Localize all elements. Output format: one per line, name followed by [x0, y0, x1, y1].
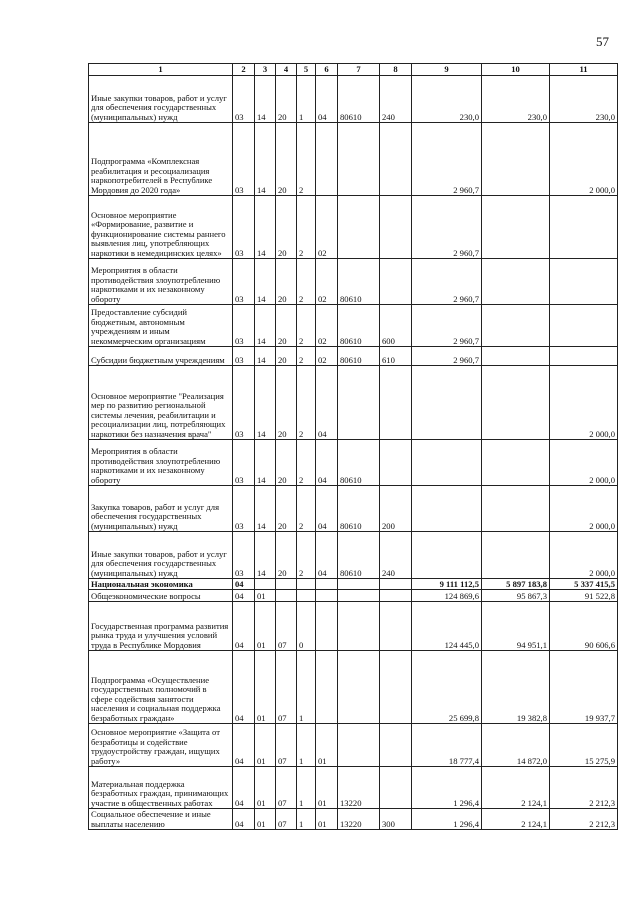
column-header: 9 [412, 64, 482, 76]
row-name: Основное мероприятие «Формирование, развитие и функционирование системы раннего выявления лиц, употребляющих наркотики в немедицинских целях» [89, 196, 233, 259]
subprogram-code: 2 [297, 305, 316, 347]
row-name: Предоставление субсидий бюджетным, автономным учреждениям и иным некоммерческим организациям [89, 305, 233, 347]
amount-year-2 [482, 440, 550, 486]
amount-year-3: 90 606,6 [550, 602, 618, 651]
table-row [89, 366, 618, 440]
subsection-code: 14 [255, 305, 276, 347]
amount-year-3: 2 000,0 [550, 440, 618, 486]
expense-type-code [380, 767, 412, 809]
program-code: 07 [276, 651, 297, 724]
row-name: Мероприятия в области противодействия злоупотреблению наркотиками и их незаконному обороту [89, 259, 233, 305]
subprogram-code: 2 [297, 196, 316, 259]
table-row [89, 440, 618, 486]
activity-code: 02 [316, 305, 338, 347]
section-code: 04 [233, 651, 255, 724]
program-code: 07 [276, 724, 297, 767]
expense-type-code [380, 651, 412, 724]
amount-year-3: 5 337 415,5 [550, 579, 618, 590]
activity-code [316, 123, 338, 196]
amount-year-1: 18 777,4 [412, 724, 482, 767]
direction-code: 80610 [338, 76, 380, 123]
activity-code: 01 [316, 767, 338, 809]
subsection-code: 14 [255, 347, 276, 366]
amount-year-1: 2 960,7 [412, 305, 482, 347]
subsection-code: 14 [255, 532, 276, 579]
table-row [89, 724, 618, 767]
subprogram-code: 1 [297, 724, 316, 767]
subprogram-code [297, 590, 316, 602]
expense-type-code: 240 [380, 532, 412, 579]
activity-code: 04 [316, 440, 338, 486]
amount-year-1: 230,0 [412, 76, 482, 123]
amount-year-3 [550, 196, 618, 259]
amount-year-3 [550, 259, 618, 305]
direction-code: 80610 [338, 440, 380, 486]
activity-code [316, 651, 338, 724]
amount-year-3: 230,0 [550, 76, 618, 123]
subsection-code: 01 [255, 767, 276, 809]
program-code [276, 579, 297, 590]
amount-year-3: 91 522,8 [550, 590, 618, 602]
section-code: 03 [233, 486, 255, 532]
column-header: 3 [255, 64, 276, 76]
section-code: 03 [233, 123, 255, 196]
subprogram-code: 1 [297, 767, 316, 809]
direction-code [338, 590, 380, 602]
subsection-code: 01 [255, 809, 276, 830]
expense-type-code [380, 123, 412, 196]
expense-type-code: 600 [380, 305, 412, 347]
activity-code: 04 [316, 76, 338, 123]
direction-code: 80610 [338, 347, 380, 366]
amount-year-3: 2 000,0 [550, 486, 618, 532]
amount-year-3 [550, 347, 618, 366]
amount-year-2: 95 867,3 [482, 590, 550, 602]
amount-year-2 [482, 259, 550, 305]
amount-year-3: 19 937,7 [550, 651, 618, 724]
column-header: 10 [482, 64, 550, 76]
direction-code: 13220 [338, 767, 380, 809]
amount-year-3: 2 000,0 [550, 366, 618, 440]
amount-year-1: 1 296,4 [412, 767, 482, 809]
direction-code: 80610 [338, 305, 380, 347]
row-name: Иные закупки товаров, работ и услуг для обеспечения государственных (муниципальных) нужд [89, 76, 233, 123]
direction-code: 80610 [338, 259, 380, 305]
section-code: 03 [233, 347, 255, 366]
table-row [89, 590, 618, 602]
direction-code [338, 196, 380, 259]
expense-type-code [380, 259, 412, 305]
amount-year-2 [482, 196, 550, 259]
program-code: 20 [276, 532, 297, 579]
expense-type-code: 300 [380, 809, 412, 830]
expense-type-code [380, 602, 412, 651]
amount-year-2 [482, 532, 550, 579]
program-code: 20 [276, 196, 297, 259]
section-code: 04 [233, 809, 255, 830]
row-name: Субсидии бюджетным учреждениям [89, 347, 233, 366]
subsection-code: 01 [255, 724, 276, 767]
subprogram-code: 2 [297, 123, 316, 196]
amount-year-2 [482, 123, 550, 196]
expense-type-code [380, 590, 412, 602]
program-code: 20 [276, 76, 297, 123]
expense-type-code: 200 [380, 486, 412, 532]
section-code: 03 [233, 76, 255, 123]
amount-year-1 [412, 532, 482, 579]
amount-year-1: 2 960,7 [412, 259, 482, 305]
subsection-code: 14 [255, 486, 276, 532]
row-name: Мероприятия в области противодействия злоупотреблению наркотиками и их незаконному обороту [89, 440, 233, 486]
row-name: Закупка товаров, работ и услуг для обеспечения государственных (муниципальных) нужд [89, 486, 233, 532]
amount-year-2: 5 897 183,8 [482, 579, 550, 590]
expense-type-code [380, 440, 412, 486]
subsection-code [255, 579, 276, 590]
row-name: Материальная поддержка безработных граждан, принимающих участие в общественных работах [89, 767, 233, 809]
subprogram-code: 2 [297, 347, 316, 366]
amount-year-3 [550, 305, 618, 347]
section-code: 04 [233, 579, 255, 590]
program-code: 20 [276, 366, 297, 440]
table-row [89, 347, 618, 366]
subsection-code: 14 [255, 196, 276, 259]
amount-year-3: 2 000,0 [550, 123, 618, 196]
amount-year-2 [482, 486, 550, 532]
subsection-code: 14 [255, 76, 276, 123]
direction-code [338, 651, 380, 724]
amount-year-3: 2 212,3 [550, 767, 618, 809]
expense-type-code: 610 [380, 347, 412, 366]
program-code: 07 [276, 602, 297, 651]
direction-code: 80610 [338, 532, 380, 579]
budget-table [88, 63, 618, 830]
subsection-code: 01 [255, 651, 276, 724]
row-name: Иные закупки товаров, работ и услуг для обеспечения государственных (муниципальных) нужд [89, 532, 233, 579]
column-header: 8 [380, 64, 412, 76]
amount-year-1 [412, 440, 482, 486]
activity-code [316, 602, 338, 651]
row-name: Социальное обеспечение и иные выплаты населению [89, 809, 233, 830]
program-code: 20 [276, 123, 297, 196]
subprogram-code: 2 [297, 440, 316, 486]
table-row [89, 809, 618, 830]
activity-code: 01 [316, 809, 338, 830]
subprogram-code [297, 579, 316, 590]
table-row [89, 76, 618, 123]
subprogram-code: 1 [297, 76, 316, 123]
activity-code: 04 [316, 366, 338, 440]
amount-year-2 [482, 347, 550, 366]
activity-code: 04 [316, 486, 338, 532]
program-code: 20 [276, 305, 297, 347]
subsection-code: 14 [255, 123, 276, 196]
activity-code: 04 [316, 532, 338, 579]
header-row [89, 64, 618, 76]
activity-code [316, 579, 338, 590]
amount-year-1: 124 869,6 [412, 590, 482, 602]
direction-code [338, 366, 380, 440]
expense-type-code: 240 [380, 76, 412, 123]
amount-year-3: 2 000,0 [550, 532, 618, 579]
amount-year-1: 2 960,7 [412, 123, 482, 196]
amount-year-1: 2 960,7 [412, 347, 482, 366]
amount-year-1 [412, 486, 482, 532]
amount-year-2: 2 124,1 [482, 767, 550, 809]
subprogram-code: 1 [297, 651, 316, 724]
row-name: Подпрограмма «Комплексная реабилитация и ресоциализация наркопотребителей в Республике Мордовия до 2020 года» [89, 123, 233, 196]
table-row [89, 305, 618, 347]
amount-year-2: 14 872,0 [482, 724, 550, 767]
section-code: 03 [233, 440, 255, 486]
subprogram-code: 1 [297, 809, 316, 830]
direction-code [338, 123, 380, 196]
subsection-code: 14 [255, 366, 276, 440]
amount-year-1: 25 699,8 [412, 651, 482, 724]
activity-code: 01 [316, 724, 338, 767]
section-code: 03 [233, 366, 255, 440]
direction-code: 80610 [338, 486, 380, 532]
table-row [89, 196, 618, 259]
activity-code: 02 [316, 347, 338, 366]
table-row [89, 259, 618, 305]
activity-code [316, 590, 338, 602]
amount-year-1 [412, 366, 482, 440]
row-name: Национальная экономика [89, 579, 233, 590]
amount-year-1: 124 445,0 [412, 602, 482, 651]
amount-year-2: 2 124,1 [482, 809, 550, 830]
activity-code: 02 [316, 196, 338, 259]
column-header: 6 [316, 64, 338, 76]
section-code: 03 [233, 196, 255, 259]
program-code: 07 [276, 809, 297, 830]
direction-code [338, 724, 380, 767]
section-code: 04 [233, 590, 255, 602]
subsection-code: 14 [255, 440, 276, 486]
row-name: Общеэкономические вопросы [89, 590, 233, 602]
section-code: 04 [233, 724, 255, 767]
page-number: 57 [596, 34, 609, 49]
table-row [89, 123, 618, 196]
program-code: 20 [276, 347, 297, 366]
row-name: Государственная программа развития рынка труда и улучшения условий труда в Республике Мордовия [89, 602, 233, 651]
subprogram-code: 2 [297, 532, 316, 579]
program-code: 20 [276, 259, 297, 305]
section-code: 04 [233, 602, 255, 651]
subsection-code: 01 [255, 602, 276, 651]
row-name: Основное мероприятие «Защита от безработицы и содействие трудоустройству граждан, ищущих работу» [89, 724, 233, 767]
column-header: 11 [550, 64, 618, 76]
section-code: 03 [233, 532, 255, 579]
column-header: 2 [233, 64, 255, 76]
subsection-code: 14 [255, 259, 276, 305]
subprogram-code: 0 [297, 602, 316, 651]
column-header: 5 [297, 64, 316, 76]
expense-type-code [380, 366, 412, 440]
table-row [89, 532, 618, 579]
expense-type-code [380, 196, 412, 259]
amount-year-2 [482, 305, 550, 347]
amount-year-2: 19 382,8 [482, 651, 550, 724]
direction-code: 13220 [338, 809, 380, 830]
activity-code: 02 [316, 259, 338, 305]
amount-year-3: 2 212,3 [550, 809, 618, 830]
amount-year-2: 94 951,1 [482, 602, 550, 651]
amount-year-1: 9 111 112,5 [412, 579, 482, 590]
column-header: 1 [89, 64, 233, 76]
row-name: Основное мероприятие "Реализация мер по развитию региональной системы лечения, реабилитации и ресоциализации лиц, потребляющих наркотики без назначения врача" [89, 366, 233, 440]
section-code: 03 [233, 259, 255, 305]
amount-year-1: 2 960,7 [412, 196, 482, 259]
column-header: 4 [276, 64, 297, 76]
section-code: 04 [233, 767, 255, 809]
amount-year-1: 1 296,4 [412, 809, 482, 830]
table-row [89, 579, 618, 590]
expense-type-code [380, 724, 412, 767]
section-code: 03 [233, 305, 255, 347]
table-row [89, 767, 618, 809]
program-code: 20 [276, 486, 297, 532]
subprogram-code: 2 [297, 486, 316, 532]
amount-year-3: 15 275,9 [550, 724, 618, 767]
subsection-code: 01 [255, 590, 276, 602]
program-code: 07 [276, 767, 297, 809]
row-name: Подпрограмма «Осуществление государственных полномочий в сфере содействия занятости населения и социальная поддержка безработных граждан» [89, 651, 233, 724]
expense-type-code [380, 579, 412, 590]
table-row [89, 651, 618, 724]
program-code [276, 590, 297, 602]
column-header: 7 [338, 64, 380, 76]
direction-code [338, 579, 380, 590]
amount-year-2 [482, 366, 550, 440]
table-row [89, 602, 618, 651]
table-row [89, 486, 618, 532]
subprogram-code: 2 [297, 259, 316, 305]
direction-code [338, 602, 380, 651]
program-code: 20 [276, 440, 297, 486]
subprogram-code: 2 [297, 366, 316, 440]
amount-year-2: 230,0 [482, 76, 550, 123]
